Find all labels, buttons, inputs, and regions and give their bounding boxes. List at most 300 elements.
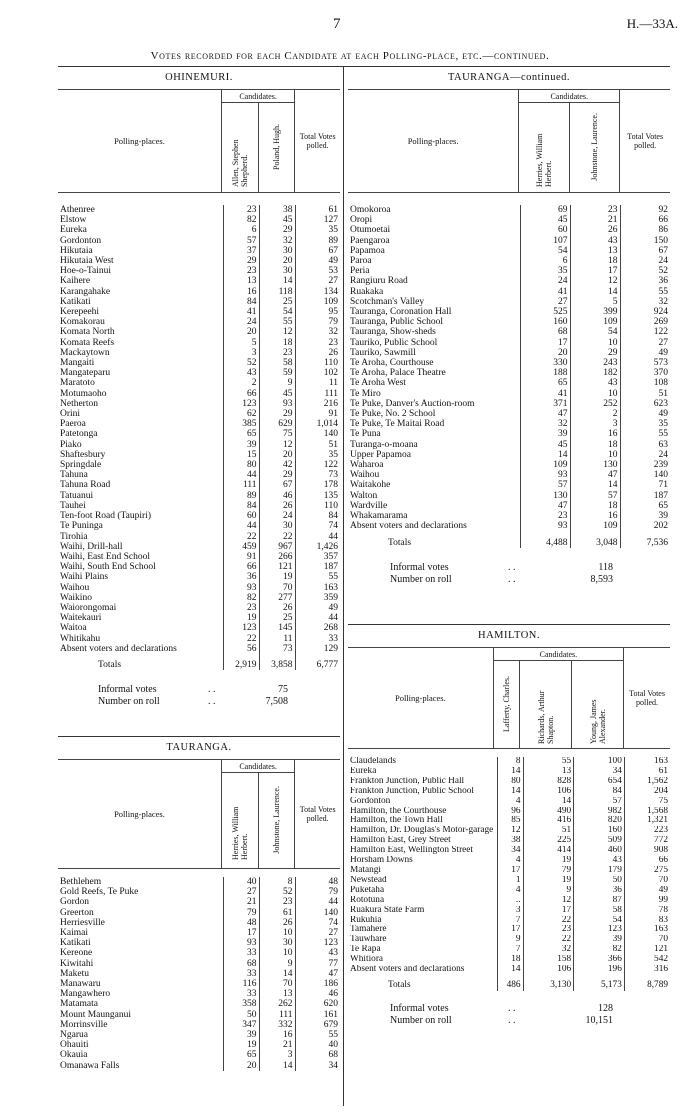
page-title: Votes recorded for each Candidate at each Polling-place, etc.—continued. — [150, 50, 550, 62]
polling-place-cell: Peria — [350, 266, 370, 277]
table-row — [58, 1050, 340, 1060]
candidate-votes-cell: 13 — [570, 246, 620, 256]
table-row — [348, 925, 670, 935]
candidate-votes-cell: 73 — [259, 644, 295, 654]
total-votes-cell: 161 — [295, 1010, 340, 1020]
polling-place-cell: Te Miro — [350, 388, 381, 399]
table-row — [58, 297, 340, 307]
candidate-votes-cell: 32 — [523, 945, 574, 955]
candidates-header: Candidates. — [519, 90, 620, 103]
table-row — [348, 450, 670, 460]
table-row — [58, 460, 340, 470]
candidate-votes-cell: 26 — [259, 501, 295, 511]
totals-cell: 3,858 — [259, 654, 295, 670]
candidate-votes-cell: 2 — [223, 378, 259, 388]
table-header — [348, 90, 670, 192]
polling-place-cell: Tauranga, Show-sheds — [350, 327, 436, 338]
table-row — [58, 542, 340, 552]
candidate-votes-cell: 23 — [520, 511, 570, 521]
total-votes-cell: 99 — [624, 896, 670, 906]
candidate-votes-cell: 48 — [223, 918, 259, 928]
polling-place-cell: Whitikahu — [60, 633, 101, 644]
total-votes-cell: 74 — [295, 521, 340, 531]
table-row — [58, 644, 340, 654]
candidate-votes-cell: 118 — [259, 287, 295, 297]
polling-place-cell: Paroa — [350, 256, 372, 267]
total-votes-cell: 908 — [624, 846, 670, 856]
total-votes-cell: 620 — [295, 999, 340, 1009]
total-votes-cell: 1,562 — [624, 777, 670, 787]
polling-places-header: Polling-places. — [407, 136, 459, 146]
polling-place-cell: Tahuna — [60, 470, 88, 481]
polling-places-header: Polling-places. — [114, 809, 165, 819]
table-row — [58, 928, 340, 938]
polling-place-cell: Frankton Junction, Public Hall — [350, 776, 465, 786]
total-votes-cell: 86 — [620, 225, 670, 235]
candidate-votes-cell: 84 — [574, 787, 625, 797]
polling-place-cell: Katikati — [60, 296, 91, 307]
results-table — [348, 205, 670, 548]
candidate-votes-cell: 56 — [223, 644, 259, 654]
number-on-roll-label: Number on roll — [98, 696, 160, 708]
candidate-votes-cell: 38 — [498, 836, 523, 846]
candidate-votes-cell: 32 — [520, 419, 570, 429]
total-votes-cell: 40 — [295, 1040, 340, 1050]
total-votes-cell: 204 — [624, 787, 670, 797]
table-row — [58, 266, 340, 276]
totals-cell: 8,789 — [624, 975, 670, 991]
candidate-votes-cell: 20 — [259, 450, 295, 460]
total-votes-cell: 24 — [620, 450, 670, 460]
total-votes-cell: 186 — [295, 979, 340, 989]
candidate-votes-cell: 20 — [520, 348, 570, 358]
candidate-votes-cell: 61 — [259, 908, 295, 918]
number-on-roll-value: 10,151 — [585, 1014, 613, 1026]
total-votes-cell: 49 — [624, 886, 670, 896]
polling-place-cell: Waihi, South End School — [60, 562, 156, 573]
total-votes-cell: 163 — [624, 925, 670, 935]
results-table — [58, 205, 340, 670]
candidate-votes-cell: 106 — [523, 965, 574, 975]
candidate-votes-cell: 490 — [523, 807, 574, 817]
polling-place-cell: Rangiuru Road — [350, 276, 408, 287]
polling-place-cell: Waihi Plains — [60, 572, 109, 583]
candidate-votes-cell: 14 — [259, 969, 295, 979]
candidate-votes-cell: 14 — [498, 787, 523, 797]
candidate-votes-cell: 66 — [223, 562, 259, 572]
total-votes-cell: 109 — [295, 297, 340, 307]
table-row — [348, 236, 670, 246]
table-row — [58, 287, 340, 297]
polling-place-cell: Gordonton — [350, 796, 391, 806]
candidate-votes-cell: 24 — [520, 276, 570, 286]
candidate-votes-cell: 21 — [223, 897, 259, 907]
table-row — [58, 613, 340, 623]
candidate-votes-cell: 41 — [520, 389, 570, 399]
table-row — [58, 999, 340, 1009]
total-votes-cell: 44 — [295, 532, 340, 542]
total-votes-cell: 163 — [624, 757, 670, 767]
candidate-votes-cell: 80 — [498, 777, 523, 787]
polling-place-cell: Omanawa Falls — [60, 1060, 120, 1071]
polling-place-cell: Piako — [60, 439, 82, 450]
page-number: 7 — [333, 16, 341, 32]
candidate-votes-cell: 460 — [574, 846, 625, 856]
candidate-votes-cell: 16 — [223, 287, 259, 297]
total-votes-header: Total Votes polled. — [620, 90, 670, 192]
total-votes-cell: 11 — [295, 378, 340, 388]
candidate-votes-cell: 29 — [259, 470, 295, 480]
candidate-votes-cell: 34 — [498, 846, 523, 856]
candidate-votes-cell: 17 — [520, 338, 570, 348]
polling-place-cell: Te Aroha West — [350, 378, 406, 389]
polling-place-cell: Waitoa — [60, 623, 87, 634]
candidate-votes-cell: 820 — [574, 816, 625, 826]
candidate-votes-cell: 65 — [520, 378, 570, 388]
candidate-votes-cell: 93 — [259, 399, 295, 409]
table-row — [58, 897, 340, 907]
candidate-votes-cell: 123 — [223, 399, 259, 409]
candidate-votes-cell: 123 — [574, 925, 625, 935]
total-votes-cell: 269 — [620, 317, 670, 327]
candidate-votes-cell: 525 — [520, 307, 570, 317]
total-votes-cell: 63 — [620, 440, 670, 450]
table-row — [58, 399, 340, 409]
candidate-votes-cell: 93 — [223, 583, 259, 593]
candidate-votes-cell: 57 — [520, 480, 570, 490]
polling-place-cell: Eureka — [350, 766, 377, 776]
table-row — [58, 1020, 340, 1030]
table-row — [348, 906, 670, 916]
polling-place-cell: Waiorongomai — [60, 602, 117, 613]
total-votes-cell: 33 — [295, 634, 340, 644]
total-votes-cell: 1,014 — [295, 419, 340, 429]
table-row — [348, 368, 670, 378]
candidate-votes-cell: 123 — [223, 623, 259, 633]
candidate-header: Johnstone, Laurence. — [590, 112, 600, 181]
table-row — [348, 389, 670, 399]
table-row — [348, 511, 670, 521]
total-votes-cell: 55 — [620, 287, 670, 297]
table-row — [348, 205, 670, 215]
table-row — [348, 866, 670, 876]
polling-place-cell: Kiwitahi — [60, 958, 94, 969]
candidate-votes-cell: 116 — [223, 979, 259, 989]
polling-place-cell: Greerton — [60, 907, 94, 918]
candidate-header: Johnstone, Laurence. — [272, 785, 281, 854]
candidate-votes-cell: 36 — [223, 572, 259, 582]
totals-cell: 7,536 — [620, 532, 670, 548]
candidate-votes-cell: 91 — [223, 552, 259, 562]
polling-place-cell: Te Rapa — [350, 945, 381, 955]
polling-place-cell: Hamilton, Dr. Douglas's Motor-garage — [350, 826, 494, 836]
candidate-header: Poland, Hugh. — [272, 123, 281, 170]
table-row — [58, 419, 340, 429]
candidate-votes-cell: 243 — [570, 358, 620, 368]
total-votes-cell: 70 — [624, 935, 670, 945]
polling-place-cell: Ngarua — [60, 1030, 88, 1041]
table-row — [58, 593, 340, 603]
table-header — [58, 760, 340, 868]
candidate-votes-cell: 10 — [570, 338, 620, 348]
candidate-votes-cell: 35 — [520, 266, 570, 276]
polling-place-cell: Matamata — [60, 999, 98, 1010]
polling-place-cell: Waikino — [60, 592, 92, 603]
table-row — [348, 338, 670, 348]
candidate-votes-cell: 4 — [498, 797, 523, 807]
candidate-votes-cell: 16 — [570, 429, 620, 439]
total-votes-cell: 34 — [295, 1061, 340, 1071]
results-table — [348, 757, 670, 991]
candidate-votes-cell: 84 — [223, 297, 259, 307]
candidate-votes-cell: 358 — [223, 999, 259, 1009]
total-votes-cell: 36 — [620, 276, 670, 286]
candidate-votes-cell: 47 — [570, 470, 620, 480]
totals-label: Totals — [98, 659, 122, 670]
candidate-votes-cell: 18 — [570, 440, 620, 450]
candidate-votes-cell: 54 — [259, 307, 295, 317]
candidate-votes-cell: 366 — [574, 955, 625, 965]
candidate-votes-cell: 330 — [520, 358, 570, 368]
table-row — [348, 327, 670, 337]
total-votes-cell: 55 — [620, 429, 670, 439]
candidate-votes-cell: 54 — [520, 246, 570, 256]
total-votes-cell: 316 — [624, 965, 670, 975]
total-votes-cell: 49 — [620, 409, 670, 419]
candidate-votes-cell: 14 — [520, 450, 570, 460]
total-votes-cell: 27 — [295, 928, 340, 938]
totals-cell: 3,130 — [523, 975, 574, 991]
candidate-votes-cell: 23 — [223, 205, 259, 215]
table-row — [58, 480, 340, 490]
candidate-votes-cell: 55 — [259, 317, 295, 327]
candidate-votes-cell: 82 — [223, 593, 259, 603]
total-votes-cell: 27 — [295, 276, 340, 286]
polling-place-cell: Wardville — [350, 500, 388, 511]
polling-place-cell: Mangateparu — [60, 368, 111, 379]
polling-place-cell: Hamilton East, Grey Street — [350, 836, 451, 846]
section-title: TAURANGA—continued. — [447, 72, 571, 83]
table-row — [348, 491, 670, 501]
total-votes-cell: 75 — [624, 797, 670, 807]
candidate-votes-cell: 654 — [574, 777, 625, 787]
polling-place-cell: Gordon — [60, 897, 90, 908]
candidate-votes-cell: 65 — [223, 1050, 259, 1060]
table-row — [348, 757, 670, 767]
candidate-votes-cell: 14 — [570, 480, 620, 490]
candidate-votes-cell: 109 — [570, 521, 620, 531]
table-row — [58, 378, 340, 388]
candidate-votes-cell: 130 — [570, 460, 620, 470]
table-row — [58, 1030, 340, 1040]
total-votes-cell: 43 — [295, 948, 340, 958]
polling-place-cell: Paeroa — [60, 419, 86, 430]
polling-place-cell: Komakorau — [60, 317, 105, 328]
table-row — [58, 634, 340, 644]
total-votes-cell: 27 — [620, 338, 670, 348]
tauranga-continued-section — [348, 72, 670, 586]
candidate-votes-cell: 12 — [498, 826, 523, 836]
candidate-votes-cell: 332 — [259, 1020, 295, 1030]
candidate-votes-cell: 75 — [259, 429, 295, 439]
candidate-votes-cell: 182 — [570, 368, 620, 378]
total-votes-cell: 49 — [620, 348, 670, 358]
total-votes-cell: 111 — [295, 389, 340, 399]
totals-cell: 486 — [498, 975, 523, 991]
polling-place-cell: Tauranga, Public School — [350, 317, 443, 328]
polling-place-cell: Tauriko, Public School — [350, 337, 438, 348]
table-row — [58, 327, 340, 337]
table-row — [348, 945, 670, 955]
polling-place-cell: Oropi — [350, 215, 373, 226]
informal-votes-value: 118 — [598, 561, 613, 573]
candidate-votes-cell: 84 — [223, 501, 259, 511]
candidate-votes-cell: 17 — [570, 266, 620, 276]
section-title: HAMILTON. — [478, 630, 540, 641]
candidate-votes-cell: 982 — [574, 807, 625, 817]
candidate-votes-cell: 3 — [498, 906, 523, 916]
candidate-votes-cell: 18 — [259, 338, 295, 348]
polling-place-cell: Kerepeehi — [60, 307, 100, 318]
candidate-votes-cell: 79 — [223, 908, 259, 918]
total-votes-cell: 77 — [295, 959, 340, 969]
table-row — [348, 246, 670, 256]
candidate-votes-cell: 17 — [223, 928, 259, 938]
candidate-votes-cell: 19 — [223, 613, 259, 623]
polling-place-cell: Ruakaka — [350, 286, 384, 297]
candidate-votes-cell: 7 — [498, 916, 523, 926]
section-title: TAURANGA. — [166, 742, 232, 753]
candidate-votes-cell: 24 — [259, 511, 295, 521]
polling-place-cell: Orini — [60, 409, 81, 420]
polling-place-cell: Waihi, East End School — [60, 551, 150, 562]
polling-place-cell: Waitekauri — [60, 613, 102, 624]
candidate-votes-cell: 8 — [498, 757, 523, 767]
candidate-votes-cell: 4 — [498, 886, 523, 896]
candidate-header: Lafferty, Charles. — [501, 675, 511, 732]
polling-place-cell: Maratoto — [60, 378, 95, 389]
polling-place-cell: Tauhei — [60, 500, 86, 511]
candidate-votes-cell: 12 — [259, 440, 295, 450]
polling-place-cell: Kereone — [60, 948, 93, 959]
document-reference: H.—33A. — [626, 16, 678, 31]
candidate-header: Herries, William Herbert. — [230, 806, 249, 860]
total-votes-cell: 83 — [624, 916, 670, 926]
table-row — [348, 470, 670, 480]
polling-place-cell: Frankton Junction, Public School — [350, 786, 474, 796]
candidate-votes-cell: 1 — [498, 876, 523, 886]
candidate-votes-cell: 60 — [223, 511, 259, 521]
total-votes-cell: 48 — [295, 877, 340, 887]
table-row — [348, 419, 670, 429]
table-row — [58, 979, 340, 989]
total-votes-cell: 135 — [295, 491, 340, 501]
candidate-votes-cell: 109 — [520, 460, 570, 470]
table-row — [58, 450, 340, 460]
totals-row — [348, 532, 670, 548]
candidate-votes-cell: 36 — [574, 886, 625, 896]
table-row — [58, 501, 340, 511]
total-votes-cell: 134 — [295, 287, 340, 297]
candidate-votes-cell: 62 — [223, 409, 259, 419]
total-votes-cell: 68 — [295, 1050, 340, 1060]
polling-place-cell: Mackaytown — [60, 347, 110, 358]
informal-votes-value: 75 — [278, 684, 288, 696]
table-row — [58, 989, 340, 999]
polling-places-header: Polling-places. — [114, 136, 165, 146]
candidates-header: Candidates. — [221, 90, 294, 103]
table-row — [348, 886, 670, 896]
total-votes-cell: 32 — [620, 297, 670, 307]
candidate-votes-cell: 9 — [259, 959, 295, 969]
table-row — [348, 266, 670, 276]
polling-place-cell: Omokoroa — [350, 205, 391, 215]
candidate-votes-cell: 33 — [223, 969, 259, 979]
candidate-votes-cell: 16 — [570, 511, 620, 521]
totals-cell: 4,488 — [520, 532, 570, 548]
candidate-votes-cell: 29 — [259, 225, 295, 235]
total-votes-cell: 67 — [620, 246, 670, 256]
total-votes-cell: 92 — [620, 205, 670, 215]
table-row — [58, 887, 340, 897]
table-row — [348, 348, 670, 358]
total-votes-cell: 772 — [624, 836, 670, 846]
candidate-votes-cell: 10 — [570, 450, 620, 460]
table-row — [58, 918, 340, 928]
table-row — [348, 480, 670, 490]
table-row — [58, 429, 340, 439]
table-row — [348, 501, 670, 511]
total-votes-cell: 49 — [295, 256, 340, 266]
total-votes-cell: 140 — [620, 470, 670, 480]
total-votes-cell: 924 — [620, 307, 670, 317]
polling-place-cell: Waitakohe — [350, 480, 391, 491]
total-votes-cell: 623 — [620, 399, 670, 409]
candidate-votes-cell: 41 — [223, 307, 259, 317]
number-on-roll-value: 8,593 — [590, 573, 613, 585]
polling-place-cell: Eureka — [60, 225, 87, 236]
polling-place-cell: Tahuna Road — [60, 480, 111, 491]
total-votes-cell: 1,321 — [624, 816, 670, 826]
ohinemuri-footer: Informal votes . . 75 Number on roll . . 7,508 — [98, 684, 288, 708]
polling-place-cell: Ruakura State Farm — [350, 905, 425, 915]
candidate-votes-cell: 37 — [223, 246, 259, 256]
candidate-votes-cell: 46 — [259, 491, 295, 501]
candidate-votes-cell: 26 — [570, 225, 620, 235]
polling-place-cell: Whakamarama — [350, 511, 408, 522]
candidate-votes-cell: 52 — [223, 358, 259, 368]
totals-row — [348, 975, 670, 991]
candidate-votes-cell: 55 — [523, 757, 574, 767]
candidate-votes-cell: 20 — [223, 1061, 259, 1071]
polling-place-cell: Tauriko, Sawmill — [350, 347, 416, 358]
total-votes-cell: 71 — [620, 480, 670, 490]
polling-place-cell: Manawaru — [60, 979, 101, 990]
candidate-votes-cell: 26 — [259, 603, 295, 613]
polling-place-cell: Maketu — [60, 968, 90, 979]
tauranga-footer: Informal votes . . 118 Number on roll . . 8,593 — [390, 561, 613, 585]
total-votes-cell: 223 — [624, 826, 670, 836]
table-row — [348, 399, 670, 409]
candidate-votes-cell: 50 — [223, 1010, 259, 1020]
total-votes-header: Total Votes polled. — [624, 648, 670, 748]
candidate-votes-cell: 19 — [523, 876, 574, 886]
candidate-votes-cell: 23 — [223, 266, 259, 276]
candidate-votes-cell: 252 — [570, 399, 620, 409]
candidate-votes-cell: 70 — [259, 583, 295, 593]
candidate-votes-cell: 33 — [223, 948, 259, 958]
total-votes-cell: 24 — [620, 256, 670, 266]
